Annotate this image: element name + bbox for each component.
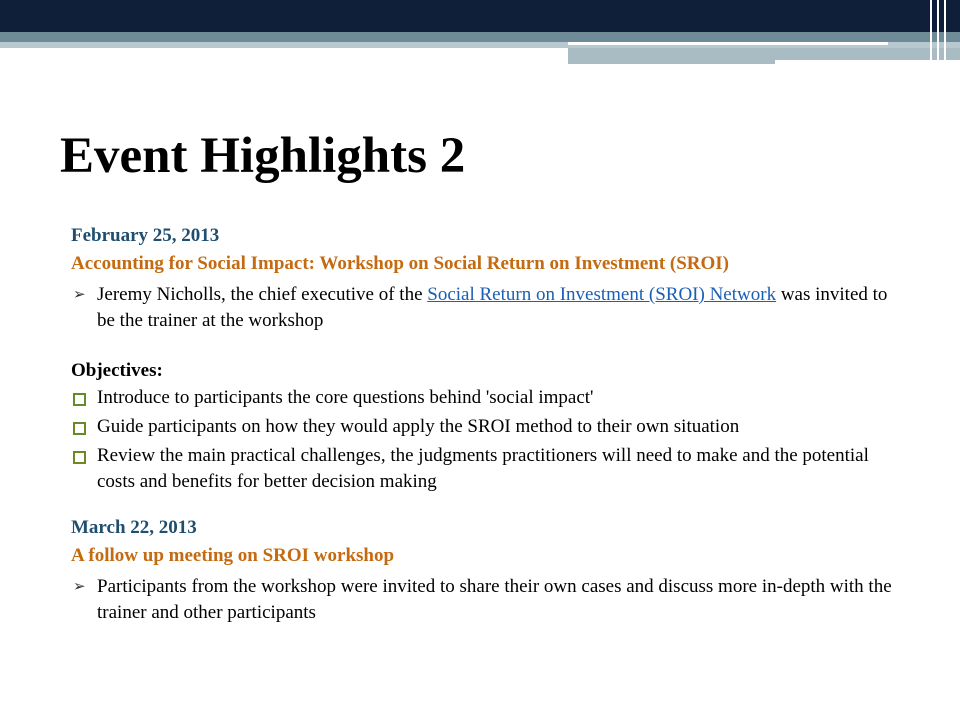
objective-text: Guide participants on how they would apply the SROI method to their own situation [97, 416, 740, 437]
objective-item [71, 414, 901, 440]
event-title: A follow up meeting on SROI workshop [71, 545, 395, 566]
arrow-bullet-icon: ➢ [73, 579, 86, 595]
event-title: Accounting for Social Impact: Workshop on Social Return on Investment (SROI) [71, 253, 730, 274]
square-bullet-icon [73, 422, 86, 435]
square-bullet-icon [73, 451, 86, 464]
objective-text: Review the main practical challenges, the judgments practitioners will need to make and the potential costs and benefits for better decision making [97, 445, 869, 492]
header-dark-bar [0, 0, 960, 32]
header-vertical-lines [930, 0, 952, 66]
objective-item [71, 443, 901, 495]
bullet-item [71, 282, 901, 334]
objectives-heading: Objectives: [71, 360, 163, 381]
square-bullet-icon [73, 393, 86, 406]
slide-title: Event Highlights 2 [60, 128, 466, 184]
slide-content [71, 222, 901, 629]
header-band [0, 32, 960, 42]
event-date: February 25, 2013 [71, 225, 220, 246]
bullet-item [71, 574, 901, 626]
objective-item [71, 385, 901, 411]
sroi-network-link[interactable]: Social Return on Investment (SROI) Network [427, 284, 777, 305]
event-date: March 22, 2013 [71, 517, 197, 538]
arrow-bullet-icon: ➢ [73, 287, 86, 303]
bullet-text-pre: Jeremy Nicholls, the chief executive of the [97, 284, 428, 305]
objective-text: Introduce to participants the core questions behind 'social impact' [97, 387, 594, 408]
header-white-stripe [568, 42, 888, 45]
bullet-text: Participants from the workshop were invited to share their own cases and discuss more in-depth with the trainer and other participants [97, 576, 892, 623]
bullet-text-post: was invited to be the trainer at the workshop [97, 284, 888, 331]
